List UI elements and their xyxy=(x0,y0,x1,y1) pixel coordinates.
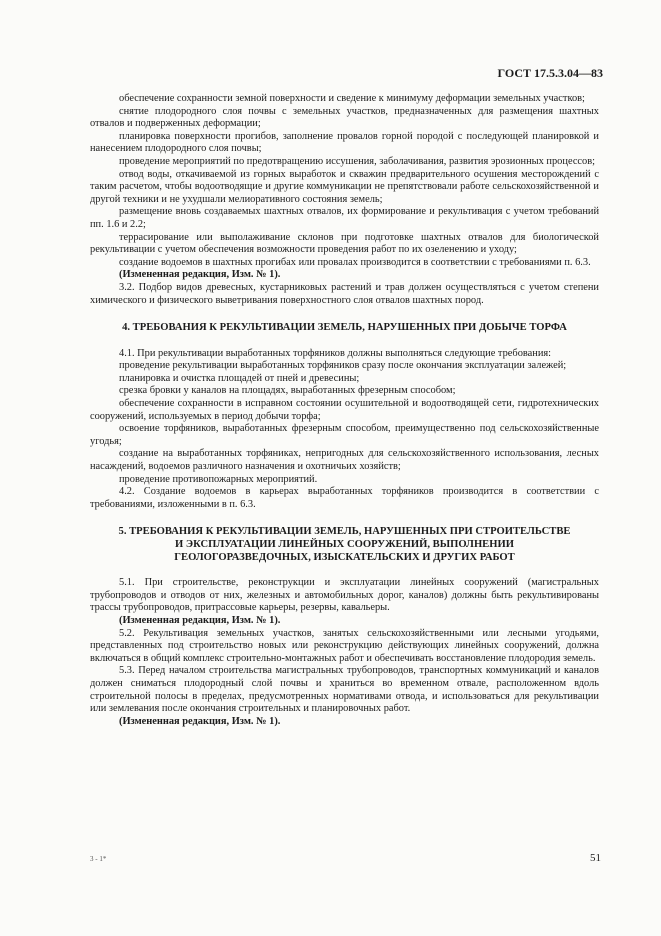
paragraph: обеспечение сохранности земной поверхности и сведение к минимуму деформации земельных участков; xyxy=(119,93,585,104)
paragraph: проведение противопожарных мероприятий. xyxy=(119,473,318,485)
paragraph: 5.3. Перед началом строительства магистральных трубопроводов, транспортных коммуникаций и каналов должен сниматься плодородный слой почвы и храниться во временном отвале, расположенном вдоль строительной полосы в пределах, предусмотренных нормативами отвода, и использоваться для рекультивации или землевания после окончания строительных и планировочных работ. xyxy=(90,665,599,715)
paragraph: 4.2. Создание водоемов в карьерах выработанных торфяников производится в соответствии с требованиями, изложенными в п. 6.3. xyxy=(90,486,599,510)
paragraph: отвод воды, откачиваемой из горных выработок и скважин предварительного осушения месторождений с таким расчетом, чтобы водоотводящие и другие коммуникации не препятствовали работе сельскохозяйственной и другой техники и не ухудшали мелиоративного состояния земель; xyxy=(90,168,599,205)
paragraph: срезка бровки у каналов на площадях, выработанных фрезерным способом; xyxy=(119,385,456,397)
section-5-heading xyxy=(90,526,599,564)
paragraph: проведение рекультивации выработанных торфяников сразу после окончания эксплуатации залежей; xyxy=(119,360,567,372)
section-5-heading-line: И ЭКСПЛУАТАЦИИ ЛИНЕЙНЫХ СООРУЖЕНИЙ, ВЫПОЛНЕНИИ xyxy=(175,539,514,550)
footer-mark: 3 - 1* xyxy=(90,855,107,863)
paragraph: 5.2. Рекультивация земельных участков, занятых сельскохозяйственными или лесными угодьями, представленных под строительство новых или реконструкцию действующих линейных сооружений, должна включаться в общий комплекс строительно-монтажных работ и обеспечивать восстановление плодородия земель. xyxy=(90,627,599,664)
section-5-heading-line: ГЕОЛОГОРАЗВЕДОЧНЫХ, ИЗЫСКАТЕЛЬСКИХ И ДРУГИХ РАБОТ xyxy=(174,551,515,563)
paragraph: террасирование или выполаживание склонов при подготовке шахтных отвалов для биологической рекультивации с учетом обеспечения возможности проведения работ по их озеленению и уходу; xyxy=(90,231,599,256)
document-header: ГОСТ 17.5.3.04—83 xyxy=(497,66,603,80)
paragraph: освоение торфяников, выработанных фрезерным способом, преимущественно под сельскохозяйственные угодья; xyxy=(90,423,599,447)
paragraph: обеспечение сохранности в исправном состоянии осушительной и водоотводящей сети, гидротехнических сооружений, используемых в период добычи торфа; xyxy=(90,398,599,422)
amendment-note: (Измененная редакция, Изм. № 1). xyxy=(119,715,281,727)
section-4-heading: 4. ТРЕБОВАНИЯ К РЕКУЛЬТИВАЦИИ ЗЕМЕЛЬ, НАРУШЕННЫХ ПРИ ДОБЫЧЕ ТОРФА xyxy=(122,322,567,334)
paragraph: планировка поверхности прогибов, заполнение провалов горной породой с последующей планировкой и нанесением плодородного слоя почвы; xyxy=(90,130,599,155)
paragraph: проведение мероприятий по предотвращению иссушения, заболачивания, развития эрозионных процессов; xyxy=(119,155,596,167)
paragraph: планировка и очистка площадей от пней и древесины; xyxy=(119,372,360,384)
section-5-heading-line: 5. ТРЕБОВАНИЯ К РЕКУЛЬТИВАЦИИ ЗЕМЕЛЬ, НАРУШЕННЫХ ПРИ СТРОИТЕЛЬСТВЕ xyxy=(118,526,571,538)
amendment-note: (Измененная редакция, Изм. № 1). xyxy=(119,614,281,626)
paragraph: 4.1. При рекультивации выработанных торфяников должны выполняться следующие требования: xyxy=(119,347,552,359)
amendment-note: (Измененная редакция, Изм. № 1). xyxy=(119,269,281,281)
paragraph: создание на выработанных торфяниках, непригодных для сельскохозяйственного использования, лесных насаждений, водоемов различного назначения и охотничьих хозяйств; xyxy=(90,448,599,473)
paragraph: 3.2. Подбор видов древесных, кустарниковых растений и трав должен осуществляться с учетом степени химического и физического выветривания поверхностного слоя отвалов шахтных пород. xyxy=(90,281,599,306)
paragraph: размещение вновь создаваемых шахтных отвалов, их формирование и рекультивация с учетом требований пп. 1.6 и 2.2; xyxy=(90,206,599,230)
document-body xyxy=(90,93,599,728)
paragraph: создание водоемов в шахтных прогибах или провалах производится в соответствии с требованиями п. 6.3. xyxy=(119,256,591,268)
paragraph: 5.1. При строительстве, реконструкции и эксплуатации линейных сооружений (магистральных трубопроводов и отводов от них, железных и автомобильных дорог, каналов) должны быть рекультивированы трассы трубопроводов, притрассовые карьеры, резервы, кавальеры. xyxy=(90,577,599,614)
paragraph: снятие плодородного слоя почвы с земельных участков, предназначенных для размещения шахтных отвалов и подверженных деформации; xyxy=(90,105,599,130)
page-number: 51 xyxy=(590,852,601,864)
